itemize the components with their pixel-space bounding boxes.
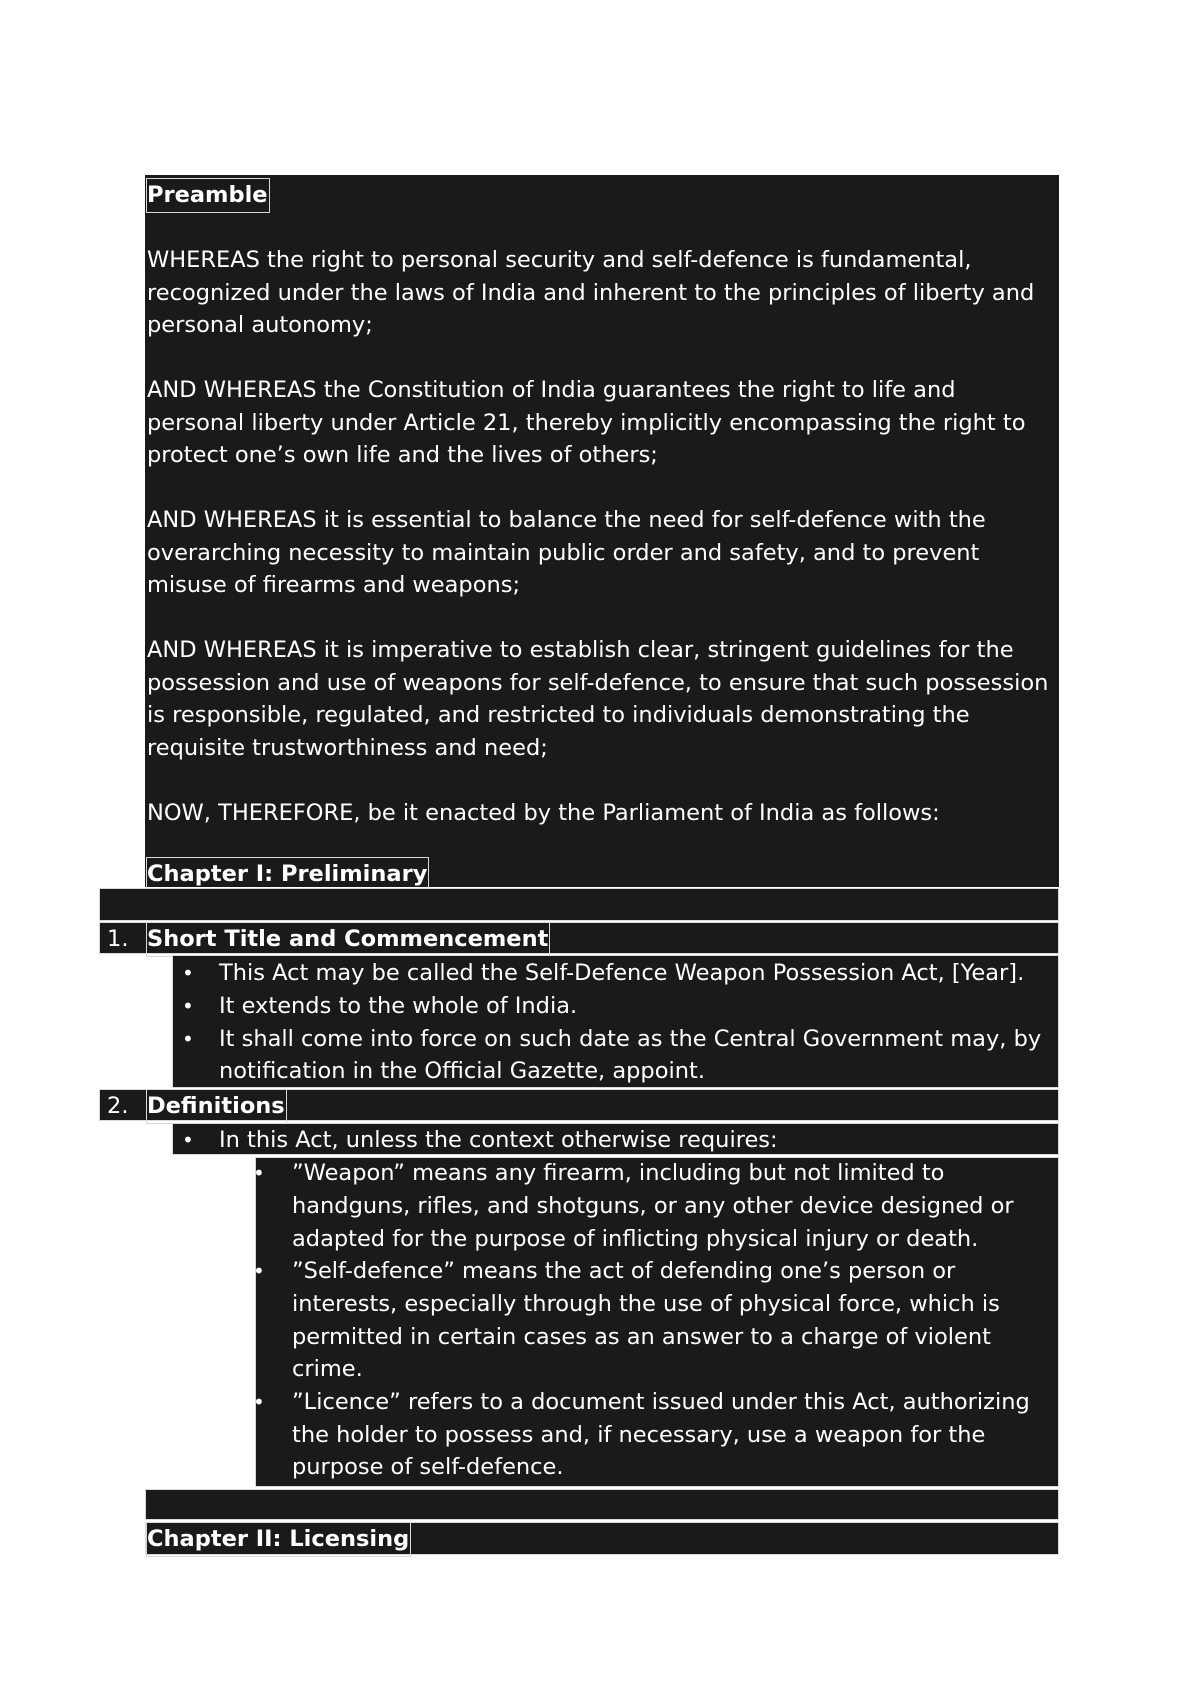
bullet-glyph: • xyxy=(182,1027,194,1051)
def-weapon-line1: ”Weapon” means any firearm, including but not limited to xyxy=(292,1160,945,1186)
spacer-bar xyxy=(145,1489,1059,1520)
def-licence-line2: the holder to possess and, if necessary, use a weapon for the xyxy=(292,1422,986,1448)
bullet-glyph: • xyxy=(253,1161,265,1185)
bullet-glyph: • xyxy=(182,994,194,1018)
preamble-para1-line3: personal autonomy; xyxy=(147,312,373,338)
section1-number: 1. xyxy=(107,926,129,952)
def-selfdefence-line3: permitted in certain cases as an answer to a charge of violent xyxy=(292,1324,991,1350)
section1-bullet1: This Act may be called the Self-Defence Weapon Possession Act, [Year]. xyxy=(219,960,1025,986)
section1-bullet3-line1: It shall come into force on such date as the Central Government may, by xyxy=(219,1026,1042,1052)
enactment-clause: NOW, THEREFORE, be it enacted by the Parliament of India as follows: xyxy=(147,800,940,826)
def-weapon-line3: adapted for the purpose of inflicting physical injury or death. xyxy=(292,1226,979,1252)
section2-number: 2. xyxy=(107,1093,129,1119)
bullet-glyph: • xyxy=(253,1390,265,1414)
section1-title: Short Title and Commencement xyxy=(147,923,549,956)
def-weapon-line2: handguns, rifles, and shotguns, or any other device designed or xyxy=(292,1193,1014,1219)
bullet-glyph: • xyxy=(182,1128,194,1152)
def-selfdefence-line4: crime. xyxy=(292,1356,363,1382)
preamble-para1-line2: recognized under the laws of India and inherent to the principles of liberty and xyxy=(147,280,1035,306)
section1-bullet3-line2: notification in the Official Gazette, appoint. xyxy=(219,1058,705,1084)
preamble-para2-line2: personal liberty under Article 21, thereby implicitly encompassing the right to xyxy=(147,410,1026,436)
def-licence-line3: purpose of self-defence. xyxy=(292,1454,564,1480)
chapter2-heading: Chapter II: Licensing xyxy=(147,1523,410,1556)
section2-intro: In this Act, unless the context otherwise requires: xyxy=(219,1127,778,1153)
section2-title: Definitions xyxy=(147,1090,286,1123)
chapter1-heading: Chapter I: Preliminary xyxy=(147,858,428,891)
preamble-para2-line1: AND WHEREAS the Constitution of India guarantees the right to life and xyxy=(147,377,956,403)
preamble-para3-line3: misuse of firearms and weapons; xyxy=(147,572,521,598)
def-licence-line1: ”Licence” refers to a document issued under this Act, authorizing xyxy=(292,1389,1030,1415)
preamble-para4-line2: possession and use of weapons for self-defence, to ensure that such possession xyxy=(147,670,1049,696)
def-selfdefence-line2: interests, especially through the use of physical force, which is xyxy=(292,1291,1000,1317)
def-selfdefence-line1: ”Self-defence” means the act of defending one’s person or xyxy=(292,1258,956,1284)
preamble-para1-line1: WHEREAS the right to personal security and self-defence is fundamental, xyxy=(147,247,972,273)
preamble-heading: Preamble xyxy=(147,179,269,212)
preamble-para3-line1: AND WHEREAS it is essential to balance the need for self-defence with the xyxy=(147,507,986,533)
preamble-para4-line4: requisite trustworthiness and need; xyxy=(147,735,548,761)
bullet-glyph: • xyxy=(182,961,194,985)
preamble-para2-line3: protect one’s own life and the lives of others; xyxy=(147,442,658,468)
section1-bullet2: It extends to the whole of India. xyxy=(219,993,578,1019)
preamble-para3-line2: overarching necessity to maintain public order and safety, and to prevent xyxy=(147,540,980,566)
bullet-glyph: • xyxy=(253,1259,265,1283)
preamble-para4-line3: is responsible, regulated, and restricted to individuals demonstrating the xyxy=(147,702,970,728)
spacer-bar xyxy=(99,888,1059,921)
preamble-para4-line1: AND WHEREAS it is imperative to establish clear, stringent guidelines for the xyxy=(147,637,1014,663)
